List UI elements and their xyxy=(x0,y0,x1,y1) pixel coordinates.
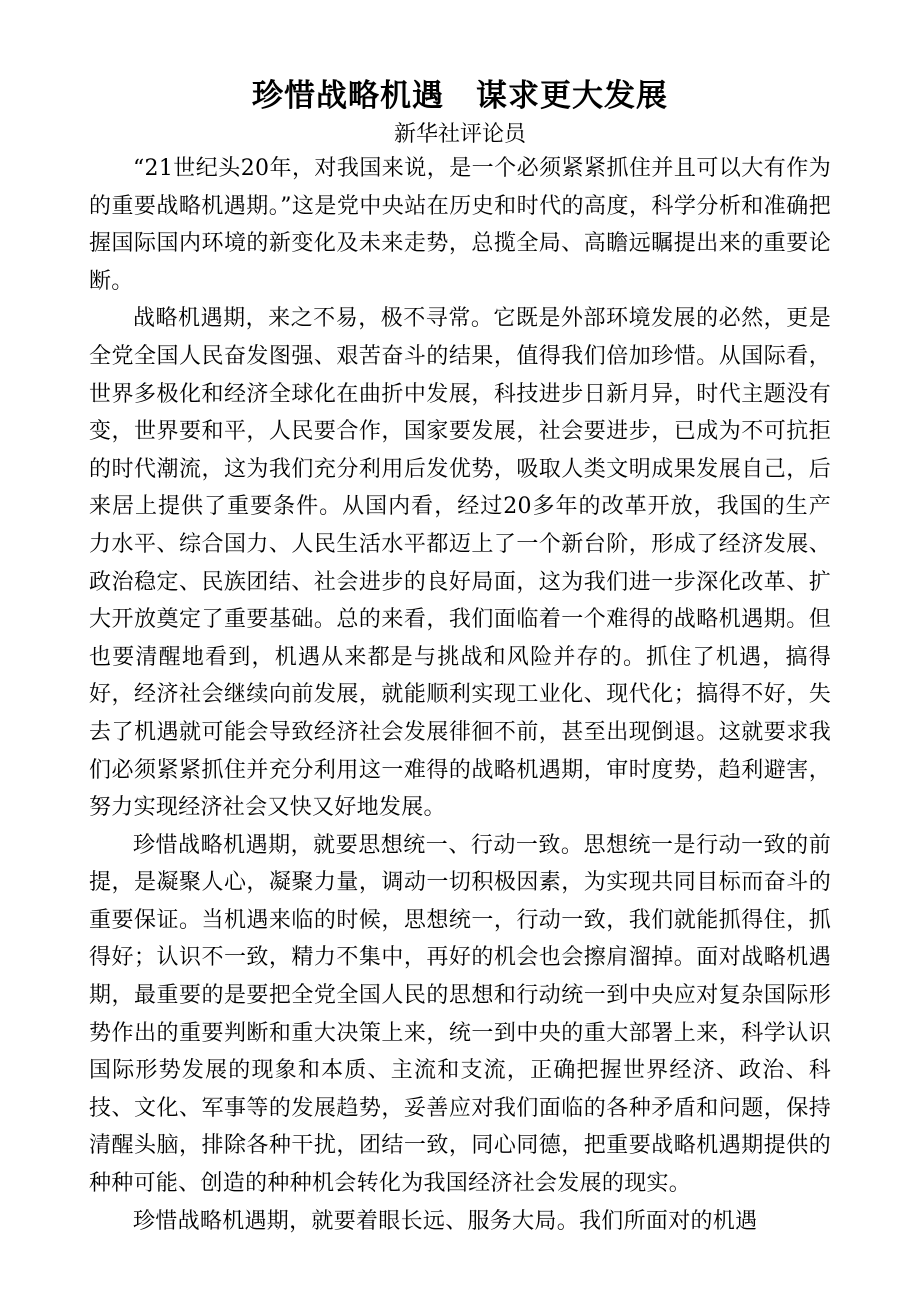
paragraph-4: 珍惜战略机遇期，就要着眼长远、服务大局。我们所面对的机遇 xyxy=(133,1208,758,1234)
document-body xyxy=(89,150,831,1280)
paragraph-1: “21世纪头20年，对我国来说，是一个必须紧紧抓住并且可以大有作为的重要战略机遇期。”这是党中央站在历史和时代的高度，科学分析和准确把握国际国内环境的新变化及未来走势，总揽全局、高瞻远瞩提出来的重要论断。 xyxy=(89,156,831,294)
document-title: 珍惜战略机遇 谋求更大发展 xyxy=(252,78,668,114)
document-byline: 新华社评论员 xyxy=(393,122,526,147)
paragraph-2: 战略机遇期，来之不易，极不寻常。它既是外部环境发展的必然，更是全党全国人民奋发图强、艰苦奋斗的结果，值得我们倍加珍惜。从国际看，世界多极化和经济全球化在曲折中发展，科技进步日新月异，时代主题没有变，世界要和平，人民要合作，国家要发展，社会要进步，已成为不可抗拒的时代潮流，这为我们充分利用后发优势，吸取人类文明成果发展自己，后来居上提供了重要条件。从国内看，经过20多年的改革开放，我国的生产力水平、综合国力、人民生活水平都迈上了一个新台阶，形成了经济发展、政治稳定、民族团结、社会进步的良好局面，这为我们进一步深化改革、扩大开放奠定了重要基础。总的来看，我们面临着一个难得的战略机遇期。但也要清醒地看到，机遇从来都是与挑战和风险并存的。抓住了机遇，搞得好，经济社会继续向前发展，就能顺利实现工业化、现代化；搞得不好，失去了机遇就可能会导致经济社会发展徘徊不前，甚至出现倒退。这就要求我们必须紧紧抓住并充分利用这一难得的战略机遇期，审时度势，趋利避害，努力实现经济社会又快又好地发展。 xyxy=(89,306,831,821)
paragraph-3: 珍惜战略机遇期，就要思想统一、行动一致。思想统一是行动一致的前提，是凝聚人心，凝聚力量，调动一切积极因素，为实现共同目标而奋斗的重要保证。当机遇来临的时候，思想统一，行动一致，我们就能抓得住，抓得好；认识不一致，精力不集中，再好的机会也会擦肩溜掉。面对战略机遇期，最重要的是要把全党全国人民的思想和行动统一到中央应对复杂国际形势作出的重要判断和重大决策上来，统一到中央的重大部署上来，科学认识国际形势发展的现象和本质、主流和支流，正确把握世界经济、政治、科技、文化、军事等的发展趋势，妥善应对我们面临的各种矛盾和问题，保持清醒头脑，排除各种干扰，团结一致，同心同德，把重要战略机遇期提供的种种可能、创造的种种机会转化为我国经济社会发展的现实。 xyxy=(89,832,831,1197)
